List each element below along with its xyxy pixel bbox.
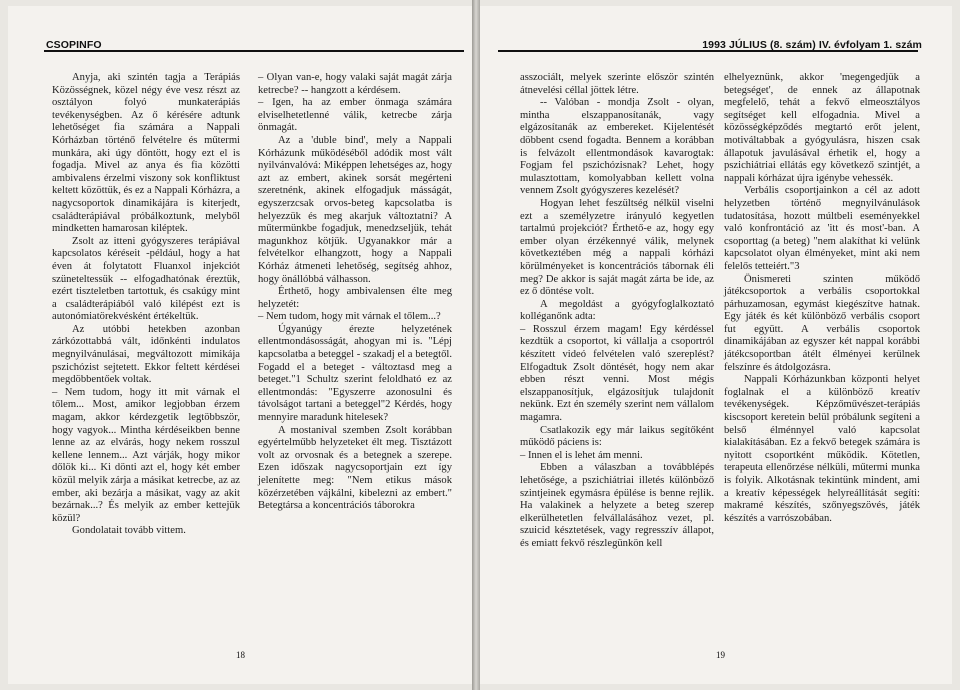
paragraph: Érthető, hogy ambivalensen élte meg helyzetét: <box>258 286 452 310</box>
paragraph: – Igen, ha az ember önmaga számára elviselhetetlenné válik, ketrecbe zárja önmagát. <box>258 97 452 134</box>
paragraph: Verbális csoportjainkon a cél az adott helyzetben történő megnyilvánulások tudatosítása, hozott múltbeli eseményekkel való konfrontáció az 'itt és most'-ban. A csoporttag (a beteg) "nem alakíthat ki velünk kapcsolatot olyan élményeket, mint aki nem felelős tetteiért."3 <box>724 185 920 272</box>
paragraph: Ebben a válaszban a továbblépés lehetősége, a pszichiátriai illetés különböző szintjeinek egymásra épülése is benne rejlik. Ha valakinek a helyzete a beteg szerep elkerülhetetlen felvállalásához vezet, pl. szuicid késztetések, vagy regresszív állapot, és emiatt fekvő részlegünkön kell <box>520 462 714 549</box>
paragraph: Anyja, aki szintén tagja a Terápiás Közösségnek, közel négy éve vesz részt az osztályon folyó munkaterápiás tevékenységben. Az ő kérésére adtunk lehetőséget fia számára a Nappali Kórházban történő felvételre és műtermi munkára, aki úgy döntött, hogy ezt el is fogadja. Mivel az anya és fia közötti ambivalens érzelmi viszony sok konfliktust keltett közöttük, és ez a Nappali Kórházra, a nagycsoportok dinamikájára is kiterjedt, családterápiával próbálkoztunk, melyből mindketten hamarosan kiléptek. <box>52 72 240 235</box>
paragraph: – Nem tudom, hogy itt mit várnak el tőlem... Most, amikor legjobban érzem magam, akkor kérdezgetik legtöbbször, hogy vagyok... Mintha kérdéseikben benne lenne az az elvárás, hogy nekem rosszul kellene lennem... Azt várják, hogy mikor dőlök ki... Ki dönti azt el, hogy két ember közül melyik zárja a másikat ketrecbe, az az ember, aki bezárja a másikat, vagy az akit bezárnak...? És melyik az ember kettejük közül? <box>52 386 240 524</box>
paragraph: Önismereti szinten működő játékcsoportok a verbális csoportokkal párhuzamosan, egymást kiegészítve hatnak. Egy játék és két különböző verbális csoport fut együtt. A verbális csoportok dinamikájában az egyszer két nappal korábbi játékcsoportban átélt élményei kerülnek felszínre és átdolgozásra. <box>724 273 920 373</box>
paragraph: -- Valóban - mondja Zsolt - olyan, mintha elszappanosítanák, vagy elgázosítanák az embereket. Kijelentését döbbent csend fogadta. Bennem a korábban is felvázolt ellentmondások kavarogtak: Fogjam fel pszichózisnak? Lehet, hogy mulasztottam, komolyabban kellett volna vennem Zsolt gyógyszeres kezelését? <box>520 97 714 197</box>
running-head-left: CSOPINFO <box>46 39 102 51</box>
right-column-2 <box>724 72 920 525</box>
paragraph: A mostanival szemben Zsolt korábban egyértelműbb helyzeteket élt meg. Tisztázott volt az orvosnak és a betegnek a szerepe. Ezen időszak nagycsoportjain ezt így jelenítette meg: "Nem etikus mások közérzetében vájkálni, kibelezni az embert." Betegtársa a koncentrációs táborokra <box>258 424 452 512</box>
paragraph: A megoldást a gyógyfoglalkoztató kolléganőnk adta: <box>520 298 714 323</box>
page-number-right: 19 <box>716 650 725 660</box>
paragraph: asszociált, melyek szerinte először szintén átnevelési céllal jöttek létre. <box>520 72 714 96</box>
paragraph: Csatlakozik egy már laikus segítőként működő páciens is: <box>520 424 714 449</box>
paragraph: elhelyeznünk, akkor 'megengedjük a betegséget', de ennek az állapotnak megfelelő, tehát a fekvő elmeosztályos segítséget kell elfogadnia. Mivel a közösségképződés megtartó erőt jelent, motiváltabbak a gyógyulásra, hiszen csak állapotuk javulásával érhetik el, hogy a pszichiátriai ellátás egy következő szintjét, a nappali kórházat újra igénybe vehessék. <box>724 72 920 184</box>
paragraph: Nappali Kórházunkban központi helyet foglalnak el a különböző kreatív tevékenységek. Képzőművészet-terápiás kiscsoport keretein belül próbálunk segíteni a belső élménnyel való kapcsolat kialakításában. Ez a fekvő betegek számára is nyitott csoportként működik. Kötetlen, terapeuta ellenőrzése nélküli, műtermi munka is folyik. Alkotásnak tekintünk mindent, ami a kreatív képességek helyreállítását segíti: makramé készítés, szőnyegszövés, játék készítés a varrószobában. <box>724 374 920 524</box>
header-rule-right <box>498 50 918 52</box>
paragraph: – Olyan van-e, hogy valaki saját magát zárja ketrecbe? -- hangzott a kérdésem. <box>258 72 452 96</box>
paragraph: Az a 'duble bind', mely a Nappali Kórházunk működéséből adódik most vált nyilvánvalóvá: Miképpen lehetséges az, hogy azt az embert, akinek sorsát megérteni szeretnénk, akinek elfogadjuk másságát, egyszerzcsak orvos-beteg kapcsolatba is helyezzük és meg akarjuk változtatni? A műtermünkbe fogadjuk, menedzseljük, tehát magunkhoz kötjük. Ugyanakkor már a felvételkor elhangzott, hogy a Nappali Kórház átmeneti lehetőség, segítség ahhoz, hogy önállóbbá válhasson. <box>258 134 452 285</box>
book-spine <box>472 0 480 690</box>
paragraph: – Nem tudom, hogy mit várnak el tőlem...? <box>258 311 441 323</box>
page-number-left: 18 <box>236 650 245 660</box>
running-head-right: 1993 JÚLIUS (8. szám) IV. évfolyam 1. szám <box>702 39 922 51</box>
paragraph: Zsolt az itteni gyógyszeres terápiával kapcsolatos kéréseit -például, hogy a hat éven át folytatott Fluanxol injekciót szüneteltessük -- elfogadhatónak éreztük, ezért tiszteletben tartottuk, és csakúgy mint a családterápiából való kilépést ezt is autonómiatörekvésként értékeltük. <box>52 235 240 323</box>
right-column-1 <box>520 72 714 551</box>
right-page <box>480 6 952 684</box>
left-column-1 <box>52 72 240 538</box>
paragraph: – Rosszul érzem magam! Egy kérdéssel kezdtük a csoportot, ki vállalja a csoportról készített videó felvételen való szereplést? Elfogadtuk Zsolt döntését, hogy nem akar ebben részt venni. Most mégis elszappanosítjuk, elgázosítjuk tulajdonít nekünk. Ezt én személy szerint nem vállalom magamra. <box>520 323 714 424</box>
left-column-2 <box>258 72 452 513</box>
paragraph: Gondolatait tovább vittem. <box>72 525 186 537</box>
left-page <box>8 6 472 684</box>
paragraph: Úgyanúgy érezte helyzetének ellentmondásosságát, ahogyan mi is. "Lépj kapcsolatba a beteggel - szakadj el a betegtől. Fogadd el a beteget - változtasd meg a beteget."1 Schultz szerint feloldható ez az ellentmondás: "Egyszerre azonosulni és távolságot tartani a beteggel"2 Kérdés, hogy mennyire maradunk hitelesek? <box>258 323 452 424</box>
header-rule-left <box>44 50 464 52</box>
paragraph: Az utóbbi hetekben azonban zárkózottabbá vált, időnkénti indulatos megnyilvánulásai, megváltozott mimikája pszichózist sejtetett. Ekkor feltett kérdései megdöbbentőek voltak. <box>52 323 240 386</box>
paragraph: Hogyan lehet feszültség nélkül viselni ezt a személyzetre irányuló kegyetlen tartalmú projekciót? Érthető-e az, hogy egy ember olyan érzékennyé válik, melynek következtében még a nappali kórházi körülményeket is koncentrációs tábornak éli meg? De akkor is saját magát zárta be ide, az ez ő döntése volt. <box>520 197 714 298</box>
paragraph: – Innen el is lehet ám menni. <box>520 449 643 461</box>
